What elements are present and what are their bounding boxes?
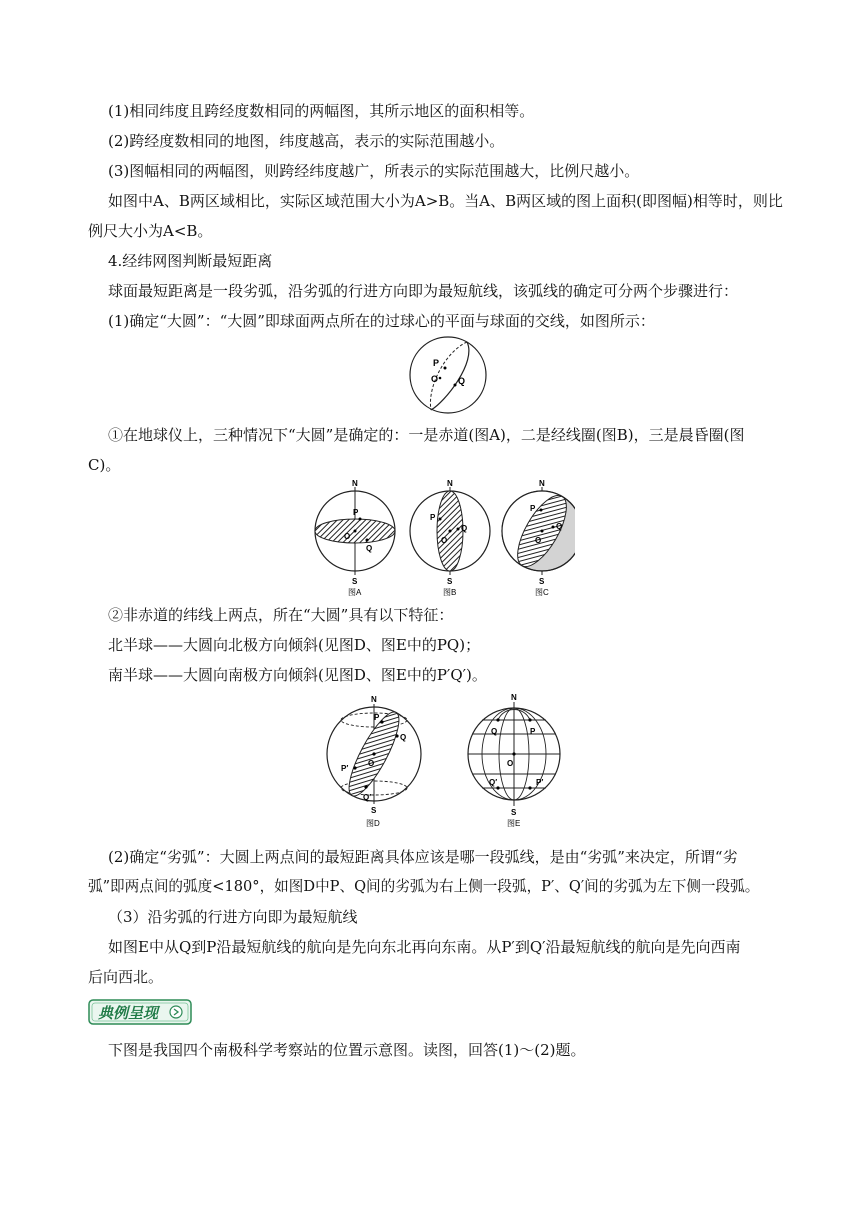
para-17: 如图E中从Q到P沿最短航线的航向是先向东北再向东南。从P′到Q′沿最短航线的航向是先向西南 (108, 938, 741, 956)
c-label-o: O (535, 536, 542, 545)
great-circle-figure (405, 332, 491, 418)
caption-b: 图B (443, 588, 457, 597)
para-5: 例尺大小为A<B。 (88, 222, 213, 240)
figure-abc (305, 478, 575, 598)
para-4: 如图中A、B两区域相比，实际区域范围大小为A>B。当A、B两区域的图上面积(即图幅)相等时，则比 (108, 192, 783, 210)
d-label-q: Q (400, 733, 407, 742)
a-label-q: Q (366, 544, 373, 553)
e-label-q: Q (491, 727, 498, 736)
c-label-p: P (530, 504, 536, 513)
para-18: 后向西北。 (88, 968, 164, 986)
badge-label: 典例呈现 (98, 1004, 159, 1022)
figure-de (322, 692, 572, 832)
para-10: C)。 (88, 456, 121, 474)
b-label-q: Q (461, 524, 468, 533)
fig1-label-p: P (433, 358, 440, 368)
caption-d: 图D (366, 819, 380, 828)
para-2: (2)跨经度数相同的地图，纬度越高，表示的实际范围越小。 (108, 132, 505, 150)
globe-c (502, 479, 575, 597)
para-11: ②非赤道的纬线上两点，所在“大圆”具有以下特征： (108, 606, 454, 624)
fig1-label-o: O (431, 374, 439, 384)
b-label-o: O (441, 536, 448, 545)
para-8: (1)确定“大圆”：“大圆”即球面两点所在的过球心的平面与球面的交线，如图所示： (108, 312, 655, 330)
c-label-s: S (539, 577, 545, 586)
section-heading: 4.经纬网图判断最短距离 (108, 252, 273, 270)
e-label-p-prime: P′ (536, 778, 544, 787)
globe-a (315, 479, 395, 597)
b-label-s: S (447, 577, 453, 586)
c-label-n: N (539, 479, 545, 488)
para-16: （3）沿劣弧的行进方向即为最短航线 (108, 908, 358, 926)
e-label-s: S (511, 808, 517, 817)
e-label-n: N (511, 693, 517, 702)
b-label-p: P (430, 513, 436, 522)
para-14: (2)确定“劣弧”：大圆上两点间的最短距离具体应该是哪一段弧线，是由“劣弧”来决定，所谓“劣 (108, 848, 738, 866)
a-label-n: N (352, 479, 358, 488)
badge-arrow-icon (170, 1006, 182, 1018)
d-label-o: O (368, 759, 375, 768)
example-badge (88, 999, 192, 1025)
d-label-p: P (374, 713, 380, 722)
para-7: 球面最短距离是一段劣弧，沿劣弧的行进方向即为最短航线，该弧线的确定可分两个步骤进行： (108, 282, 739, 300)
e-label-q-prime: Q′ (489, 778, 498, 787)
para-15: 弧”即两点间的弧度<180°，如图D中P、Q间的劣弧为右上侧一段弧，P′、Q′间的劣弧为左下侧一段弧。 (88, 878, 760, 895)
globe-e (468, 693, 560, 828)
a-label-p: P (353, 508, 359, 517)
a-label-o: O (344, 532, 351, 541)
para-1: (1)相同纬度且跨经度数相同的两幅图，其所示地区的面积相等。 (108, 102, 535, 120)
para-13: 南半球——大圆向南极方向倾斜(见图D、图E中的P′Q′)。 (108, 666, 487, 684)
caption-c: 图C (535, 588, 549, 597)
d-label-q-prime: Q′ (363, 793, 372, 802)
para-12: 北半球——大圆向北极方向倾斜(见图D、图E中的PQ)； (108, 636, 481, 654)
para-19: 下图是我国四个南极科学考察站的位置示意图。读图，回答(1)～(2)题。 (108, 1041, 586, 1059)
para-3: (3)图幅相同的两幅图，则跨经纬度越广，所表示的实际范围越大，比例尺越小。 (108, 162, 640, 180)
caption-e: 图E (507, 819, 521, 828)
d-label-n: N (371, 695, 377, 704)
globe-d (327, 695, 421, 828)
b-label-n: N (447, 479, 453, 488)
e-label-o: O (507, 759, 514, 768)
globe-b (410, 479, 490, 597)
para-9: ①在地球仪上，三种情况下“大圆”是确定的：一是赤道(图A)，二是经线圈(图B)，三是晨昏圈(图 (108, 426, 745, 444)
fig1-label-q: Q (458, 376, 466, 386)
a-label-s: S (352, 577, 358, 586)
c-label-q: Q (556, 522, 563, 531)
e-label-p: P (530, 727, 536, 736)
d-label-s: S (371, 806, 377, 815)
caption-a: 图A (348, 588, 362, 597)
d-label-p-prime: P′ (341, 764, 349, 773)
